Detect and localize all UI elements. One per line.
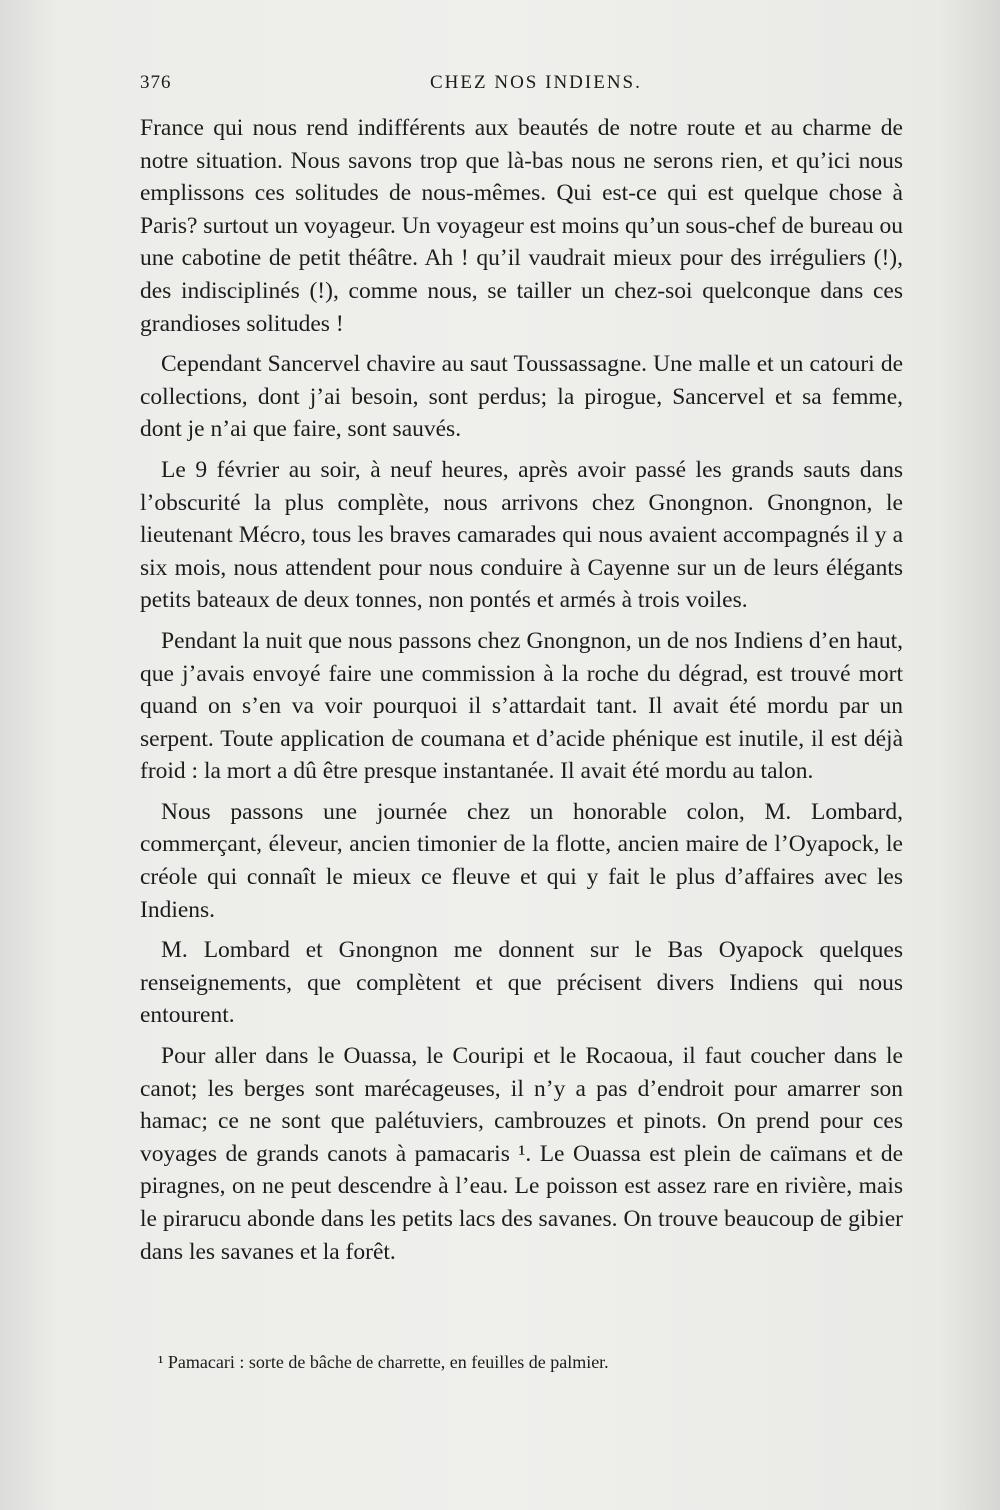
paragraph-5: Nous passons une journée chez un honorable colon, M. Lombard, commerçant, éleveur, ancien timonier de la flotte, ancien maire de l’Oyapock, le créole qui connaît le mieux ce fleuve et qui y fait le plus d’affaires avec les Indiens. <box>140 798 903 923</box>
running-head <box>140 72 905 102</box>
paragraph-3: Le 9 février au soir, à neuf heures, après avoir passé les grands sauts dans l’obscurité la plus complète, nous arrivons chez Gnongnon. Gnongnon, le lieutenant Mécro, tous les braves camarades qui nous avaient accompagnés il y a six mois, nous attendent pour nous conduire à Cayenne sur un de leurs élégants petits bateaux de deux tonnes, non pontés et armés à trois voiles. <box>140 456 903 614</box>
paragraph-1: France qui nous rend indifférents aux beautés de notre route et au charme de notre situation. Nous savons trop que là-bas nous ne serons rien, et qu’ici nous emplissons ces solitudes de nous-mêmes. Qui est-ce qui est quelque chose à Paris? surtout un voyageur. Un voyageur est moins qu’un sous-chef de bureau ou une cabotine de petit théâtre. Ah ! qu’il vaudrait mieux pour des irréguliers (!), des indisciplinés (!), comme nous, se tailler un chez-soi quelconque dans ces grandioses solitudes ! <box>140 115 903 337</box>
paragraph-4: Pendant la nuit que nous passons chez Gnongnon, un de nos Indiens d’en haut, que j’avais envoyé faire une commission à la roche du dégrad, est trouvé mort quand on s’en va voir pourquoi il s’attardait tant. Il avait été mordu par un serpent. Toute application de coumana et d’acide phénique est inutile, il est déjà froid : la mort a dû être presque instantanée. Il avait été mordu au talon. <box>140 627 903 785</box>
paragraph-6: M. Lombard et Gnongnon me donnent sur le Bas Oyapock quelques renseignements, que complètent et que précisent divers Indiens qui nous entourent. <box>140 937 903 1029</box>
paragraph-2: Cependant Sancervel chavire au saut Toussassagne. Une malle et un catouri de collections, dont j’ai besoin, sont perdus; la pirogue, Sancervel et sa femme, dont je n’ai que faire, sont sauvés. <box>140 351 903 443</box>
paragraph-7: Pour aller dans le Ouassa, le Couripi et le Rocaoua, il faut coucher dans le canot; les berges sont marécageuses, il n’y a pas d’endroit pour amarrer son hamac; ce ne sont que palétuviers, cambrouzes et pinots. On prend pour ces voyages de grands canots à pamacaris ¹. Le Ouassa est plein de caïmans et de piragnes, on ne peut descendre à l’eau. Le poisson est assez rare en rivière, mais le pirarucu abonde dans les petits lacs des savanes. On trouve beaucoup de gibier dans les savanes et la forêt. <box>140 1043 903 1265</box>
running-title: CHEZ NOS INDIENS. <box>430 72 642 93</box>
body-text <box>140 112 903 1276</box>
page-number: 376 <box>140 72 172 93</box>
footnote: ¹ Pamacari : sorte de bâche de charrette, en feuilles de palmier. <box>158 1352 609 1372</box>
